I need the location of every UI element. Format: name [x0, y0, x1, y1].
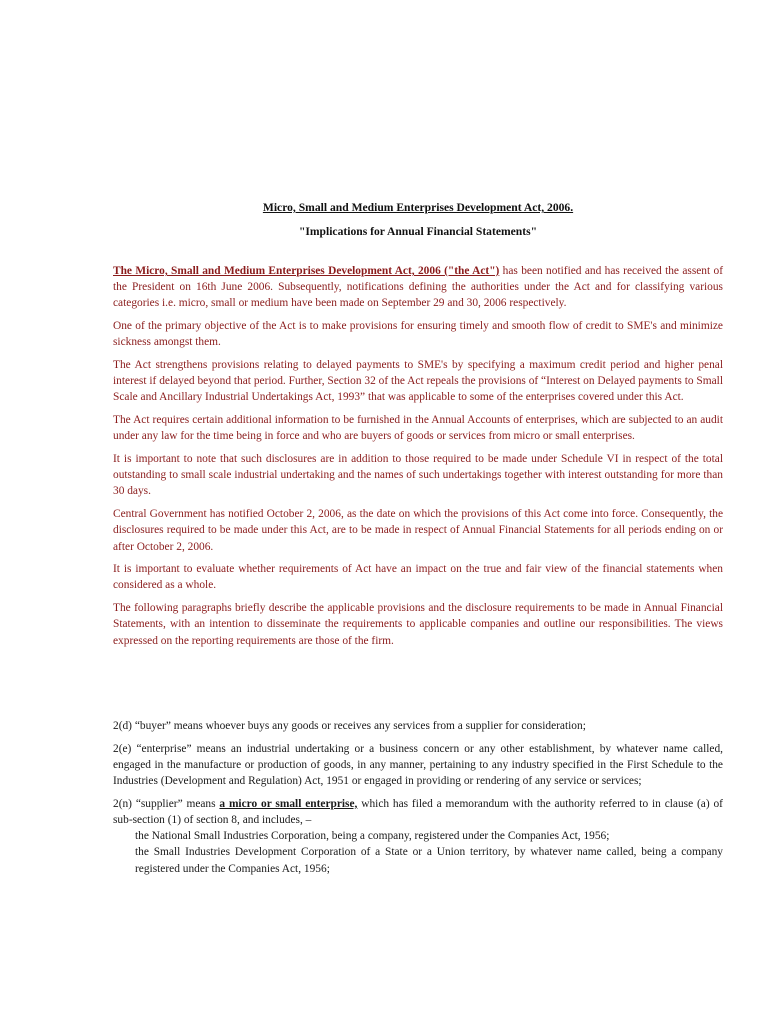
definitions-section [113, 718, 723, 877]
intro-section [113, 263, 723, 655]
intro-text: has been notified and has received the assent of the President on 16th June 2006. Subsequently, notifications defining the authorities under the Act and for classifying various categories i.e. micro, small or medium have been made on September 29 and 30, 2006 respectively. [113, 265, 724, 310]
supplier-term: a micro or small enterprise, [219, 797, 358, 810]
document-subtitle: "Implications for Annual Financial Statements" [298, 225, 538, 238]
intro-paragraph [113, 263, 723, 312]
supplier-items [113, 828, 723, 877]
paragraph-additional-information: The Act requires certain additional information to be furnished in the Annual Accounts of enterprises, which are subjected to an audit under any law for the time being in force and who are buyers of goods or services from micro or small enterprises. [113, 414, 723, 443]
supplier-suffix: which has filed a memorandum with the authority referred to in clause (a) of sub-section (1) of section 8, and includes, – [113, 797, 723, 827]
paragraph-delayed-payments: The Act strengthens provisions relating to delayed payments to SME's by specifying a maximum credit period and higher penal interest if delayed beyond that period. Further, Section 32 of the Act repeals the provisions of “Interest on Delayed payments to Small Scale and Ancillary Industrial Undertakings Act, 1993” that was applicable to some of the enterprises covered under this Act. [113, 359, 723, 404]
document-title: Micro, Small and Medium Enterprises Development Act, 2006. [262, 201, 574, 214]
definition-enterprise: 2(e) “enterprise” means an industrial undertaking or a business concern or any other establishment, by whatever name called, engaged in the manufacture or production of goods, in any manner, pertaining to any industry specified in the First Schedule to the Industries (Development and Regulation) Act, 1951 or engaged in providing or rendering of any service or services; [113, 742, 723, 788]
paragraph-effective-date: Central Government has notified October 2, 2006, as the date on which the provisions of this Act come into force. Consequently, the disclosures required to be made under this Act, are to be made in respect of Annual Financial Statements for all periods ending on or after October 2, 2006. [113, 508, 723, 553]
supplier-prefix: 2(n) “supplier” means [113, 797, 220, 810]
list-item: the National Small Industries Corporation, being a company, registered under the Companies Act, 1956; [135, 830, 610, 843]
paragraph-objective: One of the primary objective of the Act is to make provisions for ensuring timely and smooth flow of credit to SME's and minimize sickness amongst them. [113, 320, 723, 349]
definition-buyer: 2(d) “buyer” means whoever buys any goods or receives any services from a supplier for consideration; [113, 720, 586, 732]
definition-supplier [113, 796, 723, 828]
list-item: the Small Industries Development Corporation of a State or a Union territory, by whatever name called, being a company registered under the Companies Act, 1956; [135, 846, 723, 875]
paragraph-schedule-vi: It is important to note that such disclosures are in addition to those required to be made under Schedule VI in respect of the total outstanding to small scale industrial undertaking and the names of such undertakings together with interest outstanding for more than 30 days. [113, 453, 723, 498]
act-name: The Micro, Small and Medium Enterprises Development Act, 2006 ("the Act") [113, 265, 500, 277]
paragraph-following: The following paragraphs briefly describe the applicable provisions and the disclosure requirements to be made in Annual Financial Statements, with an intention to disseminate the requirements to applicable companies and outline our responsibilities. The views expressed on the reporting requirements are those of the firm. [113, 602, 723, 647]
paragraph-true-fair-view: It is important to evaluate whether requirements of Act have an impact on the true and fair view of the financial statements when considered as a whole. [113, 563, 723, 592]
